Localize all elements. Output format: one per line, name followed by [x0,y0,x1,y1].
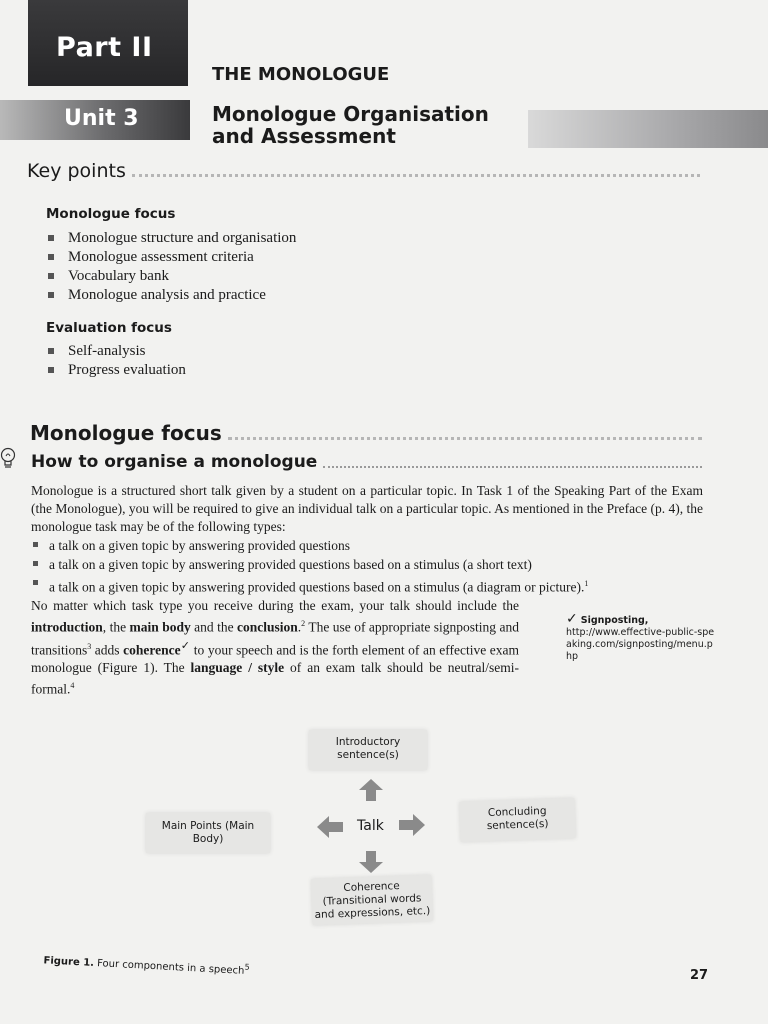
list-item-text: a talk on a given topic by answering provided questions based on a stimulus (a diagram or picture). [49,579,585,595]
list-item: Monologue assessment criteria [46,248,296,267]
checkmark-icon: ✓ [180,639,191,652]
diagram-box-introductory: Introductory sentence(s) [309,730,427,770]
monologue-focus-list [46,229,296,305]
task-type-list [31,536,588,597]
part-title: THE MONOLOGUE [212,64,390,85]
figure-caption: Figure 1. Four components in a speech$^5$ [43,955,250,977]
group-title-monologue-focus: Monologue focus [46,206,176,222]
dotted-leader [132,173,700,177]
sidenote-link[interactable]: http://www.effective-public-speaking.com/signposting/menu.php [566,627,715,662]
arrow-left-icon [316,815,344,839]
page-number: 27 [690,968,709,983]
part-label: Part II [56,32,153,63]
diagram-box-coherence: Coherence (Transitional words and expressions, etc.) [311,875,433,925]
list-item [31,574,588,597]
section-title: Monologue focus [30,421,222,445]
dotted-leader [323,465,702,468]
evaluation-focus-list [46,342,186,380]
subsection-heading [31,452,702,472]
arrow-down-icon [358,850,384,874]
components-paragraph: No matter which task type you receive during the exam, your talk should include the introduction, the main body and the conclusion.$^2$ The use of appropriate signposting and transitions$^3$ adds coherence✓ to your speech and is the forth element of an effective exam monologue (Figure 1). The language / style of an exam talk should be neutral/semi-formal.$^4$ [31,598,520,697]
group-title-evaluation-focus: Evaluation focus [46,320,172,336]
arrow-right-icon [398,813,426,837]
sidenote-title: Signposting, [580,615,649,626]
list-item: Monologue analysis and practice [46,286,296,305]
signposting-sidenote [566,613,716,663]
lightbulb-icon [0,446,18,472]
list-item: a talk on a given topic by answering provided questions based on a stimulus (a short text) [31,555,588,574]
list-item: Monologue structure and organisation [46,229,296,248]
unit-tab [0,100,190,140]
decorative-bar [528,110,768,148]
subsection-title: How to organise a monologue [31,452,318,472]
list-item: Progress evaluation [46,361,186,380]
footnote-ref: 3 [87,641,92,651]
footnote-ref: 1 [584,579,589,588]
key-points-heading [27,160,700,182]
footnote-ref: 5 [244,962,250,972]
checkmark-icon: ✓ [566,611,578,627]
list-item: Vocabulary bank [46,267,296,286]
unit-title: Monologue Organisation and Assessment [212,102,489,148]
dotted-leader [228,436,702,440]
diagram-center-talk: Talk [357,818,384,834]
diagram-box-main-points: Main Points (Main Body) [146,813,270,853]
intro-paragraph: Monologue is a structured short talk given by a student on a particular topic. In Task 1 of the Speaking Part of the Exam (the Monologue), you will be required to give an individual talk on a particular topic. As mentioned in the Preface (p. 4), the monologue task may be of the following types: [31,483,703,534]
arrow-up-icon [358,778,384,802]
footnote-ref: 4 [70,681,75,690]
section-heading [30,421,702,445]
key-points-title: Key points [27,160,126,182]
footnote-ref: 2 [301,619,306,628]
list-item: Self-analysis [46,342,186,361]
part-tab [28,0,188,86]
diagram-box-concluding: Concluding sentence(s) [459,798,575,842]
list-item: a talk on a given topic by answering provided questions [31,536,588,555]
unit-label: Unit 3 [64,106,139,131]
